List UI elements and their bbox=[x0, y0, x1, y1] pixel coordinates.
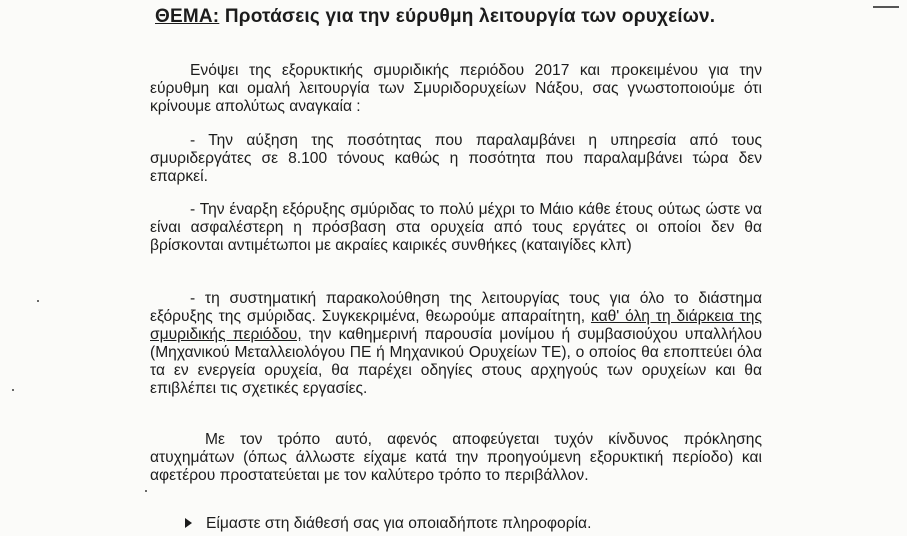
proposal-item-1-text: - Την αύξηση της ποσότητας που παραλαμβάνει η υπηρεσία από τους σμυριδεργάτες σε 8.100 τόνους καθώς η ποσότητα που παραλαμβάνει τώρα δεν επαρκεί. bbox=[150, 132, 762, 185]
subject-title: Προτάσεις για την εύρυθμη λειτουργία των ορυχείων. bbox=[224, 6, 716, 27]
bullet-arrow-icon bbox=[185, 518, 192, 528]
closing-line bbox=[185, 515, 591, 533]
conclusion-text: Με τον τρόπο αυτό, αφενός αποφεύγεται τυχόν κίνδυνος πρόκλησης ατυχημάτων (όπως άλλωστε είχαμε κατά την προηγούμενη εξορυκτική περίοδο) και αφετέρου προστατεύεται με τον καλύτερο τρόπο το περιβάλλον. bbox=[150, 431, 762, 484]
scan-speck bbox=[12, 389, 14, 391]
proposal-item-2 bbox=[150, 201, 762, 255]
closing-text: Είμαστε στη διάθεσή σας για οποιαδήποτε πληροφορία. bbox=[206, 515, 592, 532]
subject-label: ΘΕΜΑ: bbox=[155, 6, 220, 27]
proposal-item-3-after: την καθημερινή παρουσία μονίμου ή συμβασιούχου υπαλλήλου (Μηχανικού Μεταλλειολόγου ΠΕ ή Μηχανικού Ορυχείων ΤΕ), ο οποίος θα εποπτεύει όλα τα εν ενεργεία ορυχεία, θα παρέχει οδηγίες στους αρχηγούς των ορυχείων και θα επιβλέπει τις σχετικές εργασίες. bbox=[150, 326, 762, 397]
proposal-item-3 bbox=[150, 290, 762, 398]
proposal-item-1 bbox=[150, 132, 762, 186]
scan-speck bbox=[145, 490, 147, 492]
subject-line bbox=[155, 6, 715, 28]
intro-text: Ενόψει της εξορυκτικής σμυριδικής περιόδου 2017 και προκειμένου για την εύρυθμη και ομαλή λειτουργία των Σμυριδορυχείων Νάξου, σας γνωστοποιούμε ότι κρίνουμε απολύτως αναγκαία : bbox=[150, 62, 762, 115]
proposal-item-3-text bbox=[150, 290, 762, 398]
conclusion-paragraph bbox=[150, 431, 762, 485]
proposal-item-3-before: - τη συστηματική παρακολούθηση της λειτουργίας τους για όλο το διάστημα εξόρυξης της σμύριδας. Συγκεκριμένα, θεωρούμε απαραίτητη, bbox=[150, 290, 762, 325]
proposal-item-2-text: - Την έναρξη εξόρυξης σμύριδας το πολύ μέχρι το Μάιο κάθε έτους ούτως ώστε να είναι ασφαλέστερη η πρόσβαση στα ορυχεία από τους εργάτες οι οποίοι δεν θα βρίσκονται αντιμέτωποι με ακραίες καιρικές συνθήκες (καταιγίδες κλπ) bbox=[150, 201, 762, 254]
scan-mark bbox=[873, 0, 899, 8]
intro-paragraph bbox=[150, 62, 762, 116]
proposal-item-3-underlined: καθ' όλη τη διάρκεια της σμυριδικής περιόδου, bbox=[150, 308, 762, 343]
scan-speck bbox=[37, 300, 39, 302]
